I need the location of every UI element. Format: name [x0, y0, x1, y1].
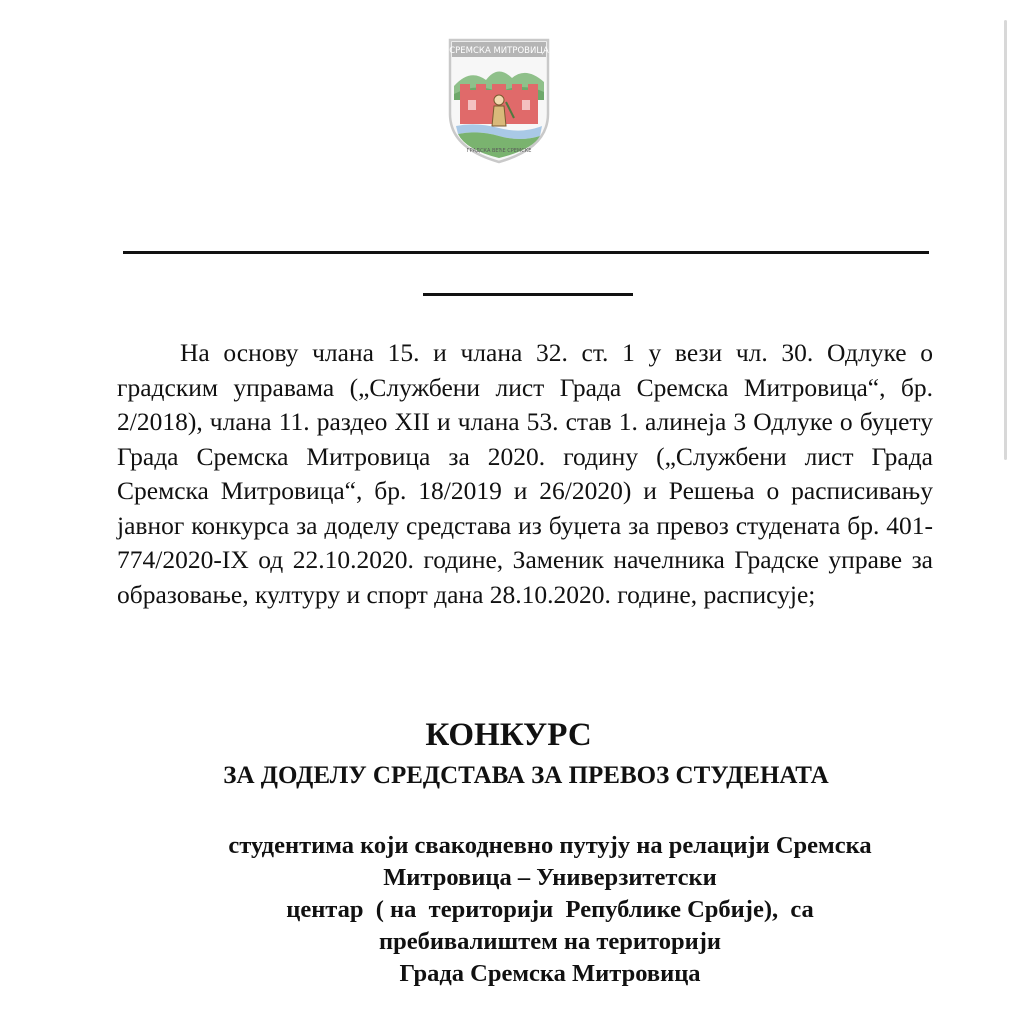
recipients-description — [180, 830, 920, 990]
document-title: КОНКУРС — [425, 717, 592, 753]
document-subtitle: ЗА ДОДЕЛУ СРЕДСТАВА ЗА ПРЕВОЗ СТУДЕНАТА — [223, 762, 829, 789]
coat-of-arms-icon — [446, 36, 552, 166]
recipients-line: пребивалиштем на територији — [378, 928, 722, 955]
svg-text:СРЕМСКА МИТРОВИЦА: СРЕМСКА МИТРОВИЦА — [449, 46, 549, 56]
preamble-paragraph: На основу члана 15. и члана 32. ст. 1 у вези чл. 30. Одлуке о градским управама („Службени лист Града Сремска Митровица“, бр. 2/2018), члана 11. раздео XII и члана 53. став 1. алинеја 3 Одлуке о буџету Града Сремска Митровица за 2020. годину („Службени лист Града Сремска Митровица“, бр. 18/2019 и 26/2020) и Решења о расписивању јавног конкурса за доделу средстава из буџета за превоз студената бр. 401-774/2020-IX од 22.10.2020. године, Заменик начелника Градске управе за образовање, културу и спорт дана 28.10.2020. године, расписује; — [117, 338, 933, 609]
recipients-line: центар ( на територији Републике Србије), са — [286, 896, 814, 923]
separator-line-long — [123, 251, 929, 254]
recipients-line: Града Сремска Митровица — [399, 960, 701, 987]
city-crest-logo — [446, 36, 552, 166]
scroll-indicator[interactable] — [1004, 20, 1007, 460]
recipients-line: Митровица – Универзитетски — [383, 864, 717, 891]
recipients-line: студентима који свакодневно путују на релацији Сремска — [228, 832, 872, 859]
separator-line-short — [423, 293, 633, 296]
svg-text:ГРАДСКА ВЕЋЕ СРЕМСКЕ: ГРАДСКА ВЕЋЕ СРЕМСКЕ — [466, 148, 532, 154]
